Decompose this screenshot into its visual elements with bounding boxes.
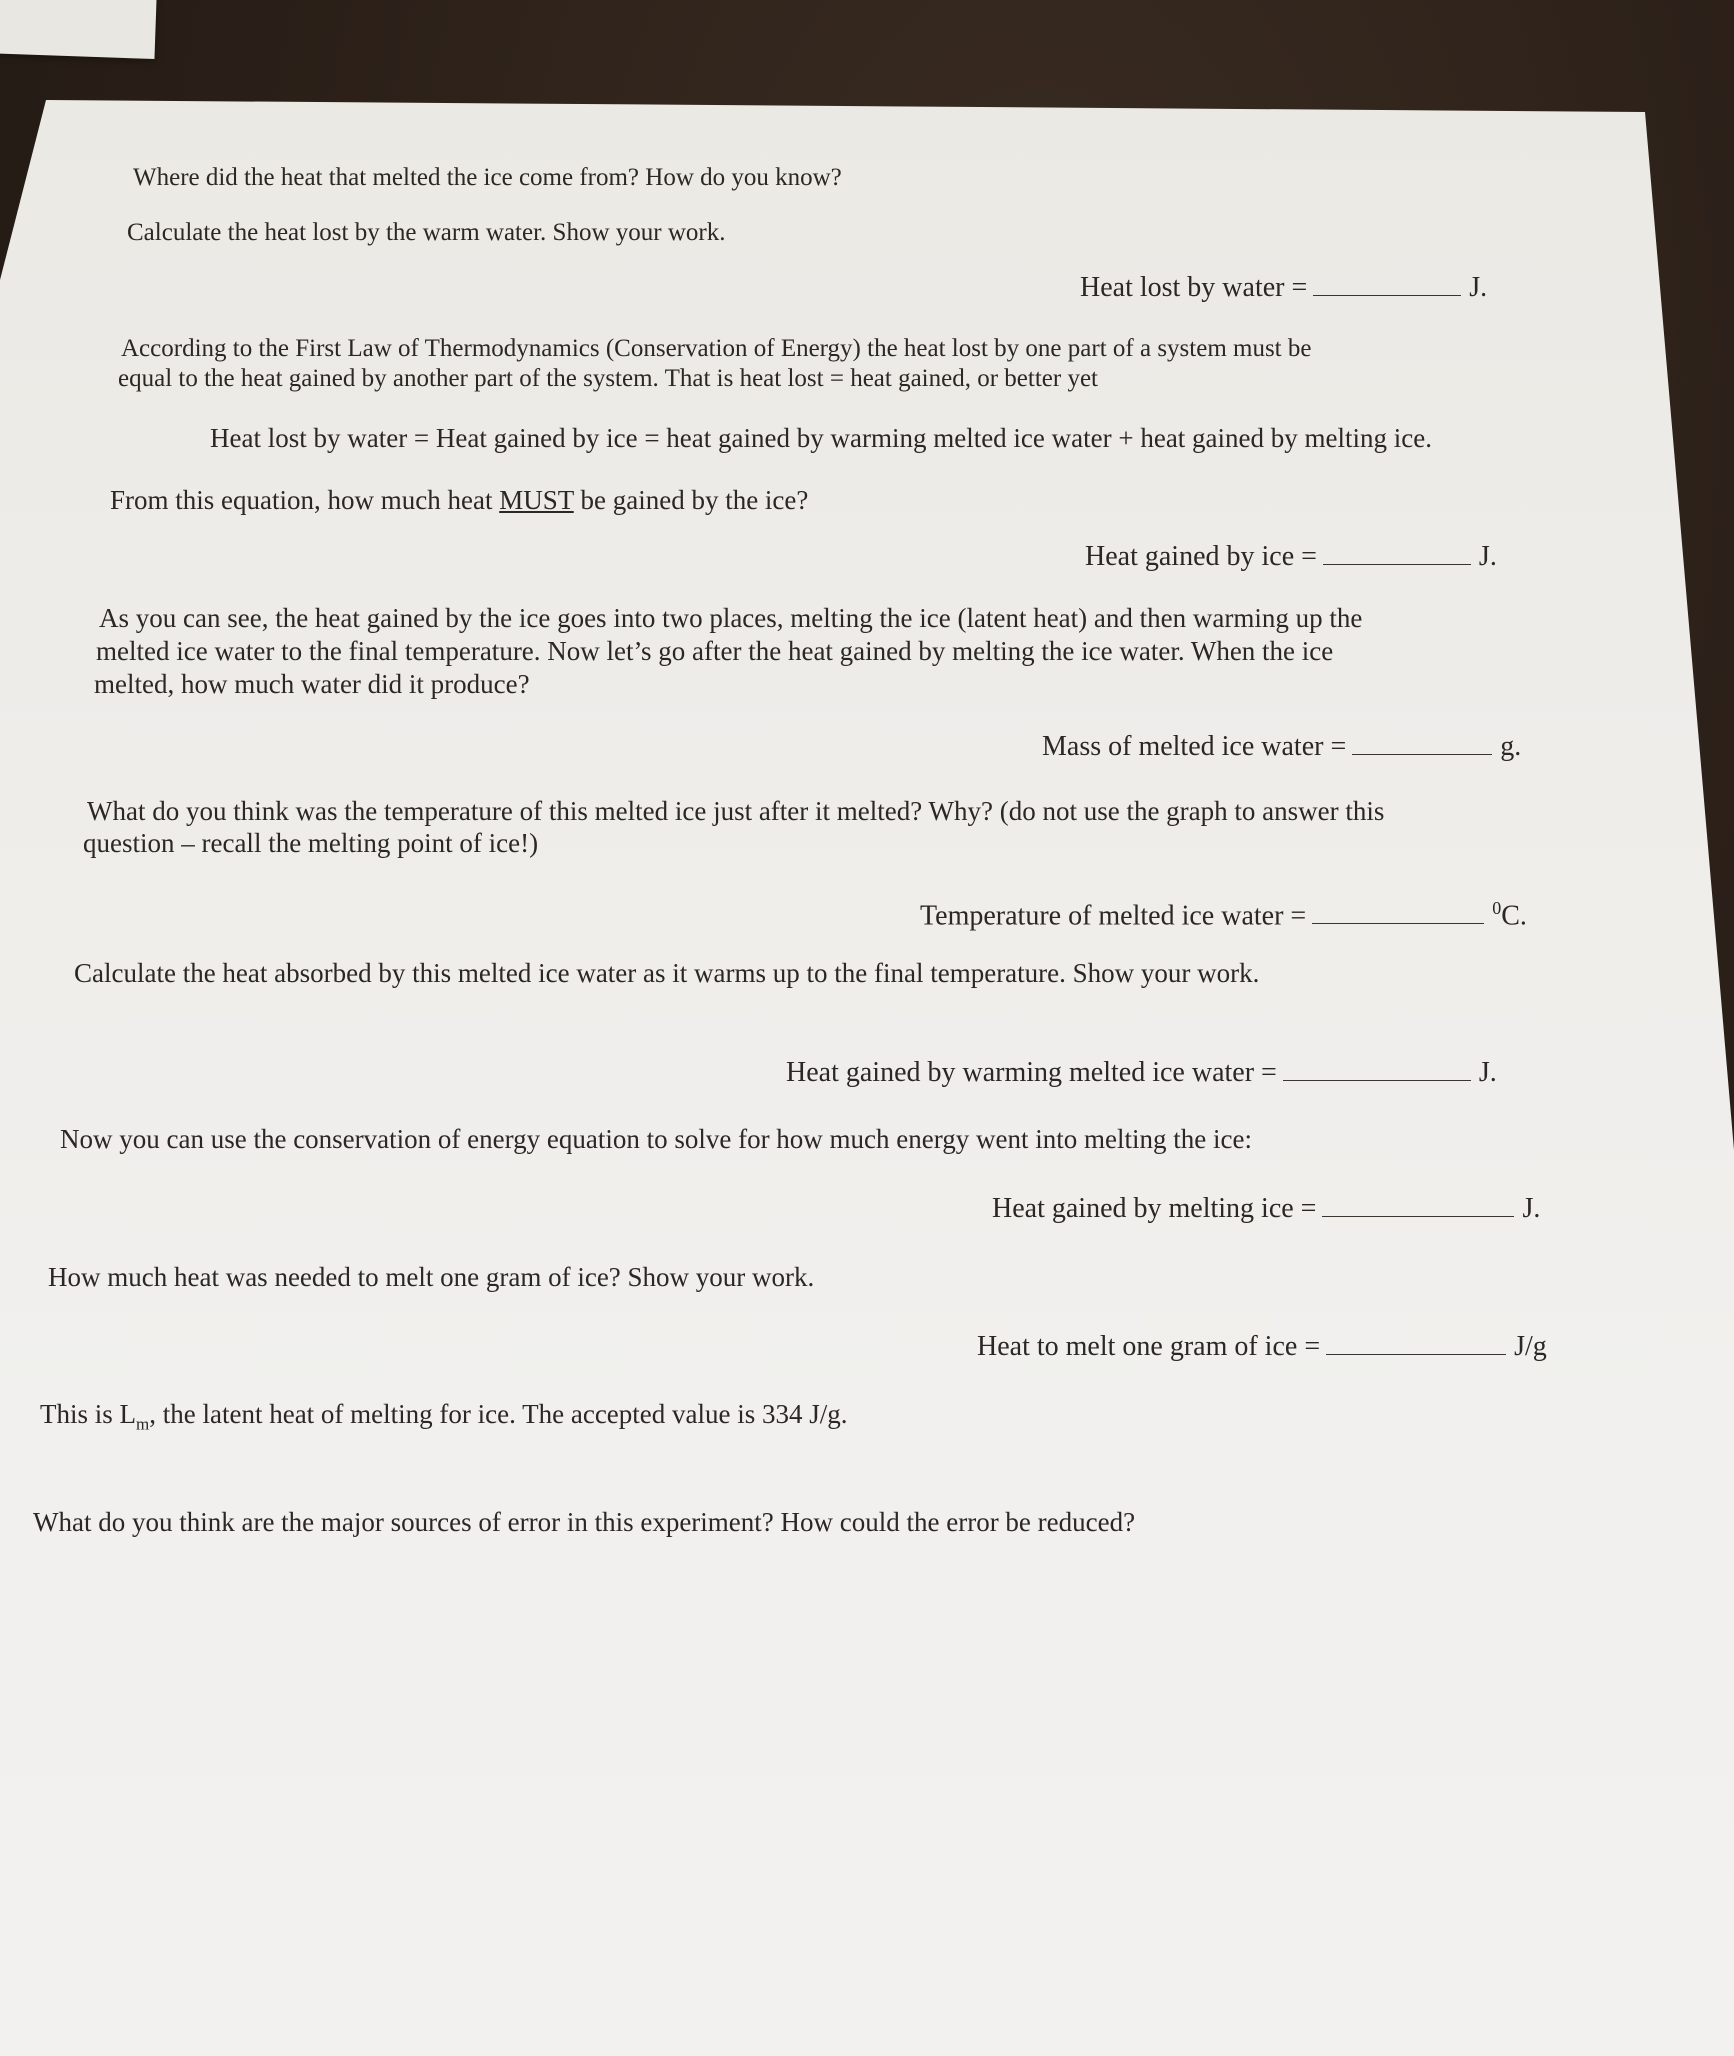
latent-heat-statement bbox=[40, 1399, 848, 1439]
answer-label: Heat gained by ice = bbox=[1085, 541, 1317, 572]
answer-temp-melted-ice bbox=[920, 893, 1527, 931]
answer-blank-one-gram[interactable] bbox=[1326, 1336, 1506, 1355]
answer-unit: J/g bbox=[1514, 1331, 1547, 1362]
question-calc-absorbed: Calculate the heat absorbed by this melted ice water as it warms up to the final temperature. Show your work. bbox=[74, 958, 1260, 988]
two-places-line-3: melted, how much water did it produce? bbox=[94, 669, 530, 699]
answer-blank-heat-gained-ice[interactable] bbox=[1323, 546, 1471, 565]
answer-mass-melted-ice bbox=[1042, 732, 1521, 762]
answer-label: Heat to melt one gram of ice = bbox=[977, 1331, 1321, 1362]
question-must-gain bbox=[110, 485, 808, 515]
answer-blank-melting[interactable] bbox=[1322, 1198, 1514, 1217]
answer-blank-heat-lost[interactable] bbox=[1313, 277, 1461, 296]
latent-sub: m bbox=[136, 1414, 150, 1434]
question-must-gain-pre: From this equation, how much heat bbox=[110, 485, 493, 515]
answer-heat-warming bbox=[786, 1058, 1497, 1088]
conservation-text: Now you can use the conservation of energy equation to solve for how much energy went into melting the ice: bbox=[60, 1124, 1252, 1154]
answer-unit: C. bbox=[1501, 900, 1527, 932]
answer-heat-gained-by-ice bbox=[1085, 542, 1497, 572]
answer-heat-lost-by-water bbox=[1080, 273, 1487, 303]
latent-pre: This is L bbox=[40, 1399, 137, 1429]
answer-label: Heat gained by melting ice = bbox=[992, 1193, 1317, 1224]
question-temp-line-1: What do you think was the temperature of this melted ice just after it melted? Why? (do not use the graph to answer this bbox=[87, 796, 1385, 826]
question-temp-line-2: question – recall the melting point of ice!) bbox=[83, 828, 539, 858]
answer-unit: J. bbox=[1469, 272, 1488, 303]
latent-post: , the latent heat of melting for ice. The accepted value is 334 J/g. bbox=[149, 1399, 848, 1429]
answer-unit: J. bbox=[1522, 1193, 1541, 1224]
two-places-line-2: melted ice water to the final temperature. Now let’s go after the heat gained by melting the ice water. When the ice bbox=[96, 636, 1334, 666]
answer-label: Heat lost by water = bbox=[1080, 272, 1308, 303]
first-law-line-1: According to the First Law of Thermodynamics (Conservation of Energy) the heat lost by one part of a system must be bbox=[121, 335, 1312, 362]
question-must-gain-emphasis: MUST bbox=[499, 485, 574, 515]
question-calc-heat-lost: Calculate the heat lost by the warm water. Show your work. bbox=[127, 219, 726, 246]
two-places-line-1: As you can see, the heat gained by the ice goes into two places, melting the ice (latent heat) and then warming up the bbox=[99, 603, 1363, 633]
question-one-gram: How much heat was needed to melt one gram of ice? Show your work. bbox=[48, 1262, 815, 1292]
answer-unit: J. bbox=[1478, 1057, 1497, 1088]
answer-unit: g. bbox=[1500, 731, 1522, 762]
question-heat-source: Where did the heat that melted the ice come from? How do you know? bbox=[133, 164, 842, 191]
answer-blank-warming[interactable] bbox=[1283, 1062, 1471, 1081]
answer-label: Heat gained by warming melted ice water = bbox=[786, 1057, 1277, 1088]
degree-sup: 0 bbox=[1492, 898, 1502, 918]
answer-one-gram bbox=[977, 1332, 1547, 1362]
question-error-sources: What do you think are the major sources of error in this experiment? How could the error be reduced? bbox=[33, 1507, 1136, 1537]
answer-label: Mass of melted ice water = bbox=[1042, 731, 1347, 762]
answer-label: Temperature of melted ice water = bbox=[920, 900, 1307, 932]
question-must-gain-post: be gained by the ice? bbox=[580, 485, 809, 515]
answer-blank-mass[interactable] bbox=[1352, 736, 1492, 755]
answer-blank-temp[interactable] bbox=[1312, 905, 1484, 924]
energy-equation: Heat lost by water = Heat gained by ice = heat gained by warming melted ice water + heat gained by melting ice. bbox=[210, 423, 1432, 453]
answer-unit: J. bbox=[1478, 541, 1497, 572]
answer-heat-melting bbox=[992, 1194, 1540, 1224]
first-law-line-2: equal to the heat gained by another part of the system. That is heat lost = heat gained, or better yet bbox=[118, 365, 1098, 392]
